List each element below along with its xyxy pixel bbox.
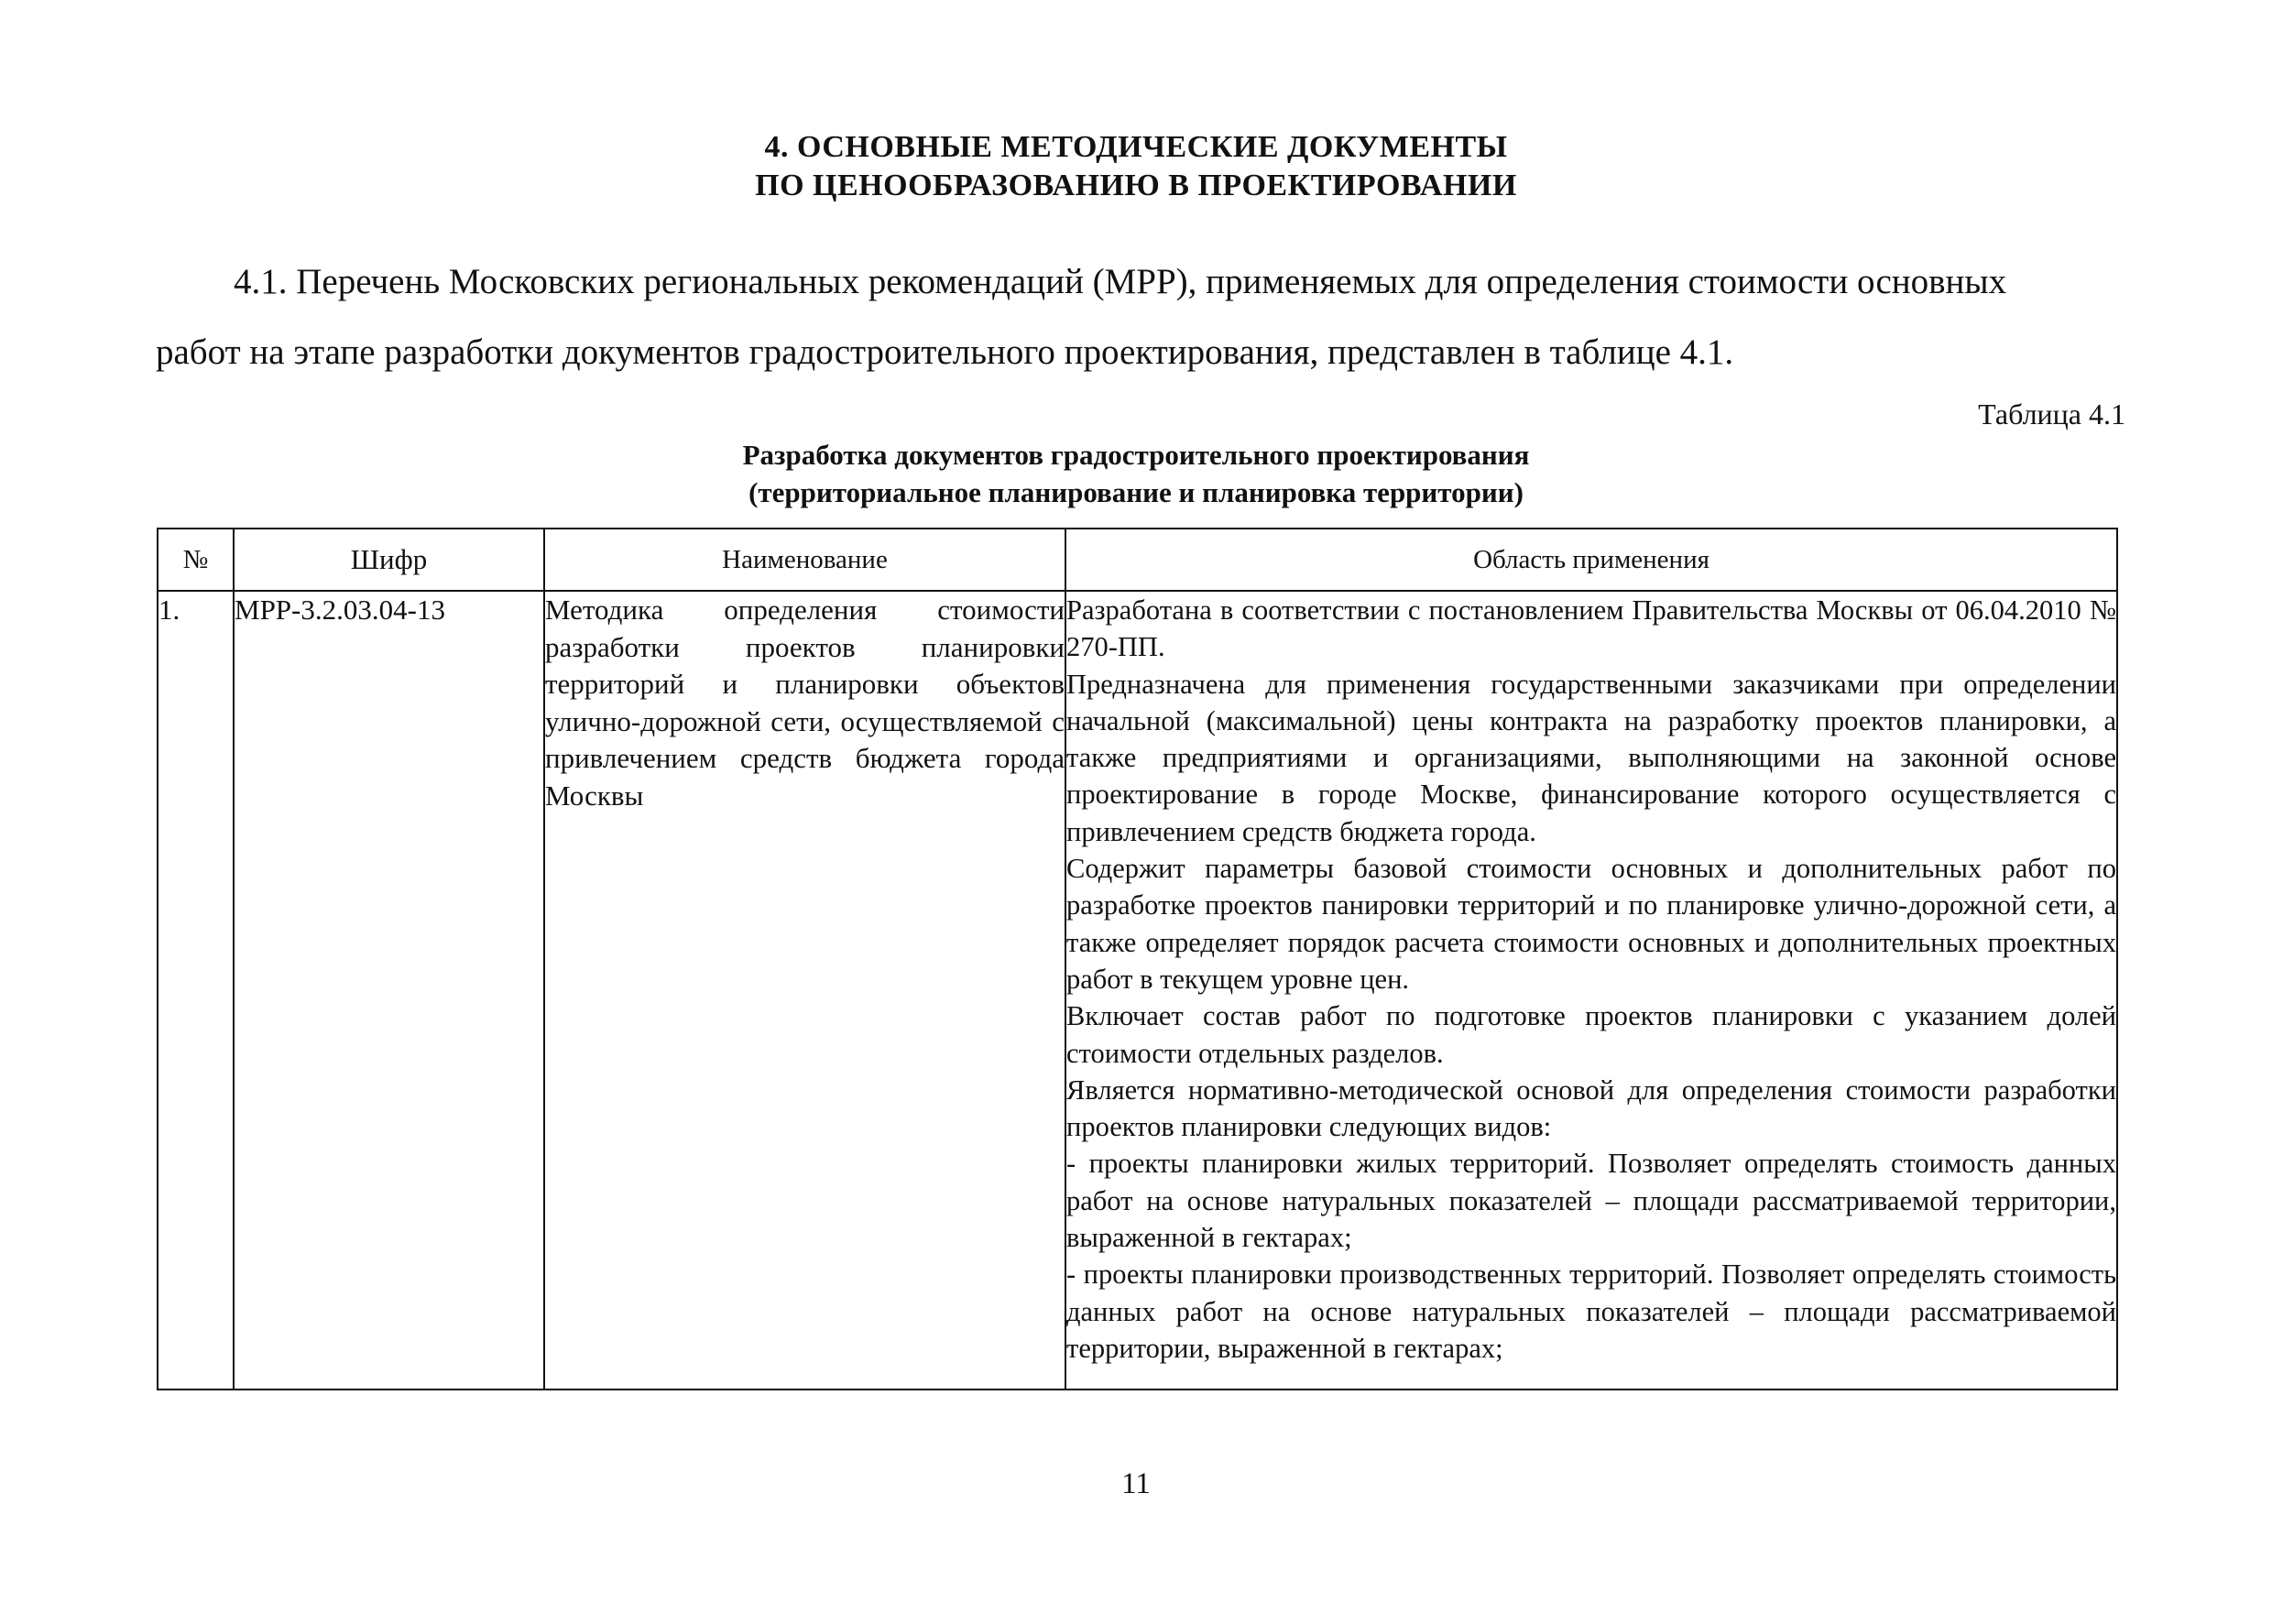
header-code: Шифр [234, 529, 544, 591]
table-row [158, 591, 2117, 1390]
header-area: Область применения [1065, 529, 2117, 591]
methodical-documents-table [157, 528, 2118, 1390]
header-name: Наименование [544, 529, 1065, 591]
page-number: 11 [1121, 1467, 1151, 1500]
area-paragraph: - проекты планировки жилых территорий. Позволяет определять стоимость данных работ на основе натуральных показателей – площади рассматриваемой территории, выраженной в гектарах; [1066, 1148, 2116, 1254]
table-caption-line-2: (территориальное планирование и планировка территории) [748, 476, 1524, 508]
cell-name: Методика определения стоимости разработки проектов планировки территорий и планировки объектов улично-дорожной сети, осуществляемой с привлечением средств бюджета города Москвы [544, 591, 1065, 1390]
cell-code: МРР-3.2.03.04-13 [234, 591, 544, 1390]
area-paragraph: Предназначена для применения государственными заказчиками при определении начальной (максимальной) цены контракта на разработку проектов планировки, а также предприятиями и организациями, выполняющими на законной основе проектирование в городе Москве, финансирование которого осуществляется с привлечением средств бюджета города. [1066, 668, 2116, 847]
intro-paragraph-line-2: работ на этапе разработки документов градостроительного проектирования, представлен в таблице 4.1. [156, 332, 1734, 372]
header-num: № [158, 529, 234, 591]
area-paragraph: Разработана в соответствии с постановлением Правительства Москвы от 06.04.2010 № 270-ПП. [1066, 594, 2116, 663]
area-paragraph: Содержит параметры базовой стоимости основных и дополнительных работ по разработке проектов панировки территорий и по планировке улично-дорожной сети, а также определяет порядок расчета стоимости основных и дополнительных проектных работ в текущем уровне цен. [1066, 853, 2116, 995]
intro-paragraph-line-1: 4.1. Перечень Московских региональных рекомендаций (МРР), применяемых для определения стоимости основных [234, 262, 2007, 301]
table-header-row [158, 529, 2117, 591]
area-paragraph: Является нормативно-методической основой для определения стоимости разработки проектов планировки следующих видов: [1066, 1074, 2116, 1143]
area-paragraph: - проекты планировки производственных территорий. Позволяет определять стоимость данных работ на основе натуральных показателей – площади рассматриваемой территории, выраженной в гектарах; [1066, 1259, 2116, 1364]
section-heading-line-2: ПО ЦЕНООБРАЗОВАНИЮ В ПРОЕКТИРОВАНИИ [755, 169, 1517, 202]
cell-num: 1. [158, 591, 234, 1390]
table-caption-line-1: Разработка документов градостроительного проектирования [742, 439, 1530, 471]
cell-area [1065, 591, 2117, 1390]
area-paragraph: Включает состав работ по подготовке проектов планировки с указанием долей стоимости отдельных разделов. [1066, 1000, 2116, 1069]
section-heading-line-1: 4. ОСНОВНЫЕ МЕТОДИЧЕСКИЕ ДОКУМЕНТЫ [764, 130, 1508, 164]
table-label: Таблица 4.1 [1978, 398, 2125, 431]
